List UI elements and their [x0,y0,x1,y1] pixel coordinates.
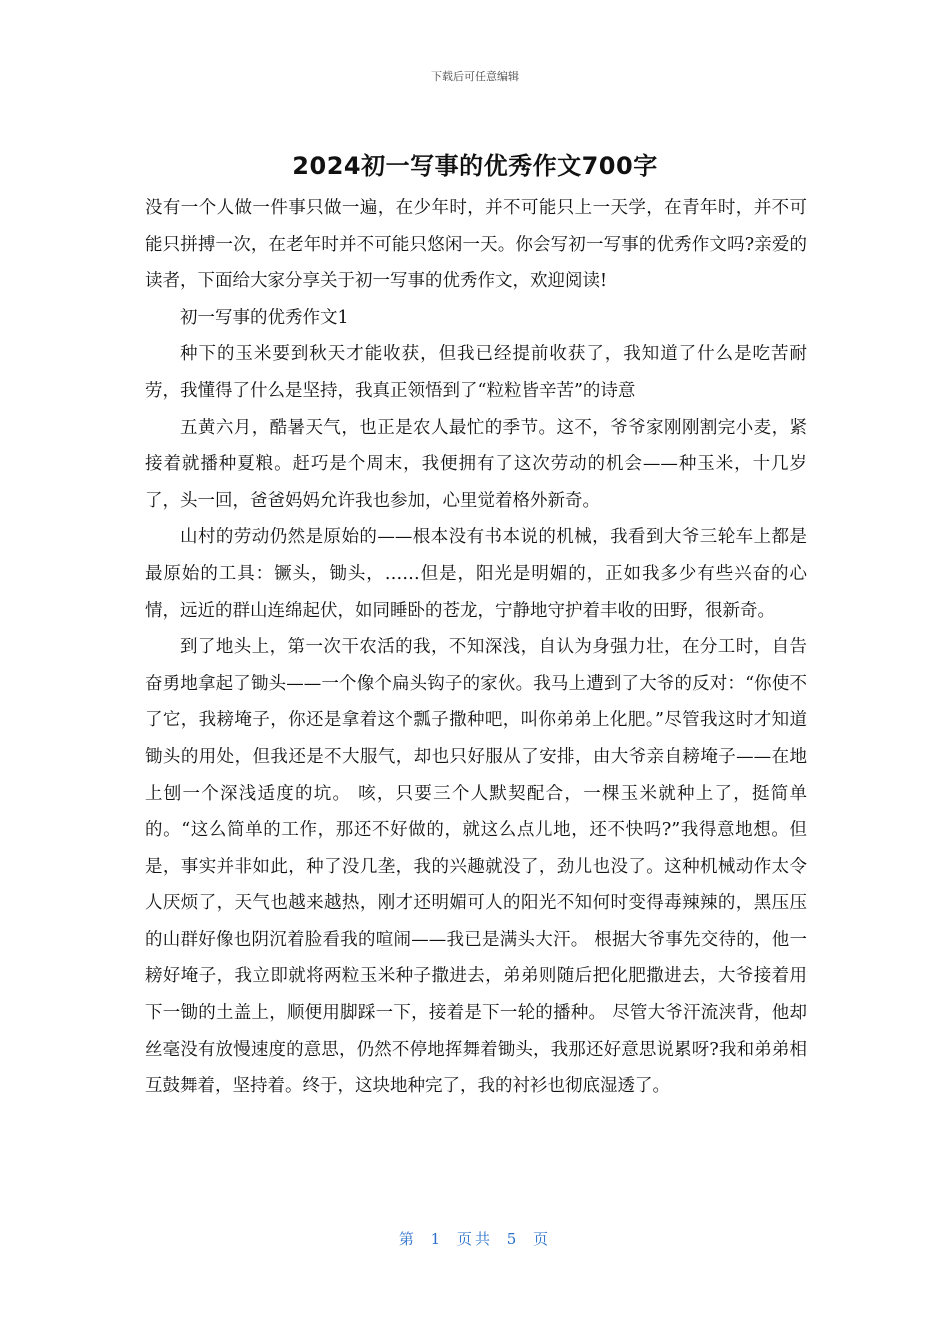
page-number-footer: 第 1 页共 5 页 [398,1230,552,1248]
page-header: 下载后可任意编辑 [431,70,519,83]
document-body [145,190,807,1105]
body-paragraph: 五黄六月，酷暑天气，也正是农人最忙的季节。这不，爷爷家刚刚割完小麦，紧接着就播种夏粮。赶巧是个周末，我便拥有了这次劳动的机会——种玉米，十几岁了，头一回，爸爸妈妈允许我也参加，心里觉着格外新奇。 [145,417,807,511]
document-title: 2024初一写事的优秀作文700字 [292,152,658,180]
intro-paragraph: 没有一个人做一件事只做一遍，在少年时，并不可能只上一天学，在青年时，并不可能只拼搏一次，在老年时并不可能只悠闲一天。你会写初一写事的优秀作文吗?亲爱的读者，下面给大家分享关于初一写事的优秀作文，欢迎阅读! [145,198,807,292]
body-paragraph: 到了地头上，第一次干农活的我，不知深浅，自认为身强力壮，在分工时，自告奋勇地拿起了锄头——一个像个扁头钩子的家伙。我马上遭到了大爷的反对：“你使不了它，我耪埯子，你还是拿着这个瓢子撒种吧，叫你弟弟上化肥。”尽管我这时才知道锄头的用处，但我还是不大服气，却也只好服从了安排，由大爷亲自耪埯子——在地上刨一个深浅适度的坑。 咳，只要三个人默契配合，一棵玉米就种上了，挺简单的。“这么简单的工作，那还不好做的，就这么点儿地，还不快吗?”我得意地想。但是，事实并非如此，种了没几垄，我的兴趣就没了，劲儿也没了。这种机械动作太令人厌烦了，天气也越来越热，刚才还明媚可人的阳光不知何时变得毒辣辣的，黑压压的山群好像也阴沉着脸看我的喧闹——我已是满头大汗。 根据大爷事先交待的，他一耪好埯子，我立即就将两粒玉米种子撒进去，弟弟则随后把化肥撒进去，大爷接着用下一锄的土盖上，顺便用脚踩一下，接着是下一轮的播种。 尽管大爷汗流浃背，他却丝毫没有放慢速度的意思，仍然不停地挥舞着锄头，我那还好意思说累呀?我和弟弟相互鼓舞着，坚持着。终于，这块地种完了，我的衬衫也彻底湿透了。 [145,637,807,1097]
body-paragraph: 山村的劳动仍然是原始的——根本没有书本说的机械，我看到大爷三轮车上都是最原始的工具：镢头，锄头，……但是，阳光是明媚的，正如我多少有些兴奋的心情，远近的群山连绵起伏，如同睡卧的苍龙，宁静地守护着丰收的田野，很新奇。 [145,527,807,621]
body-paragraph: 种下的玉米要到秋天才能收获，但我已经提前收获了，我知道了什么是吃苦耐劳，我懂得了什么是坚持，我真正领悟到了“粒粒皆辛苦”的诗意 [145,344,807,401]
section-heading: 初一写事的优秀作文1 [180,307,349,328]
